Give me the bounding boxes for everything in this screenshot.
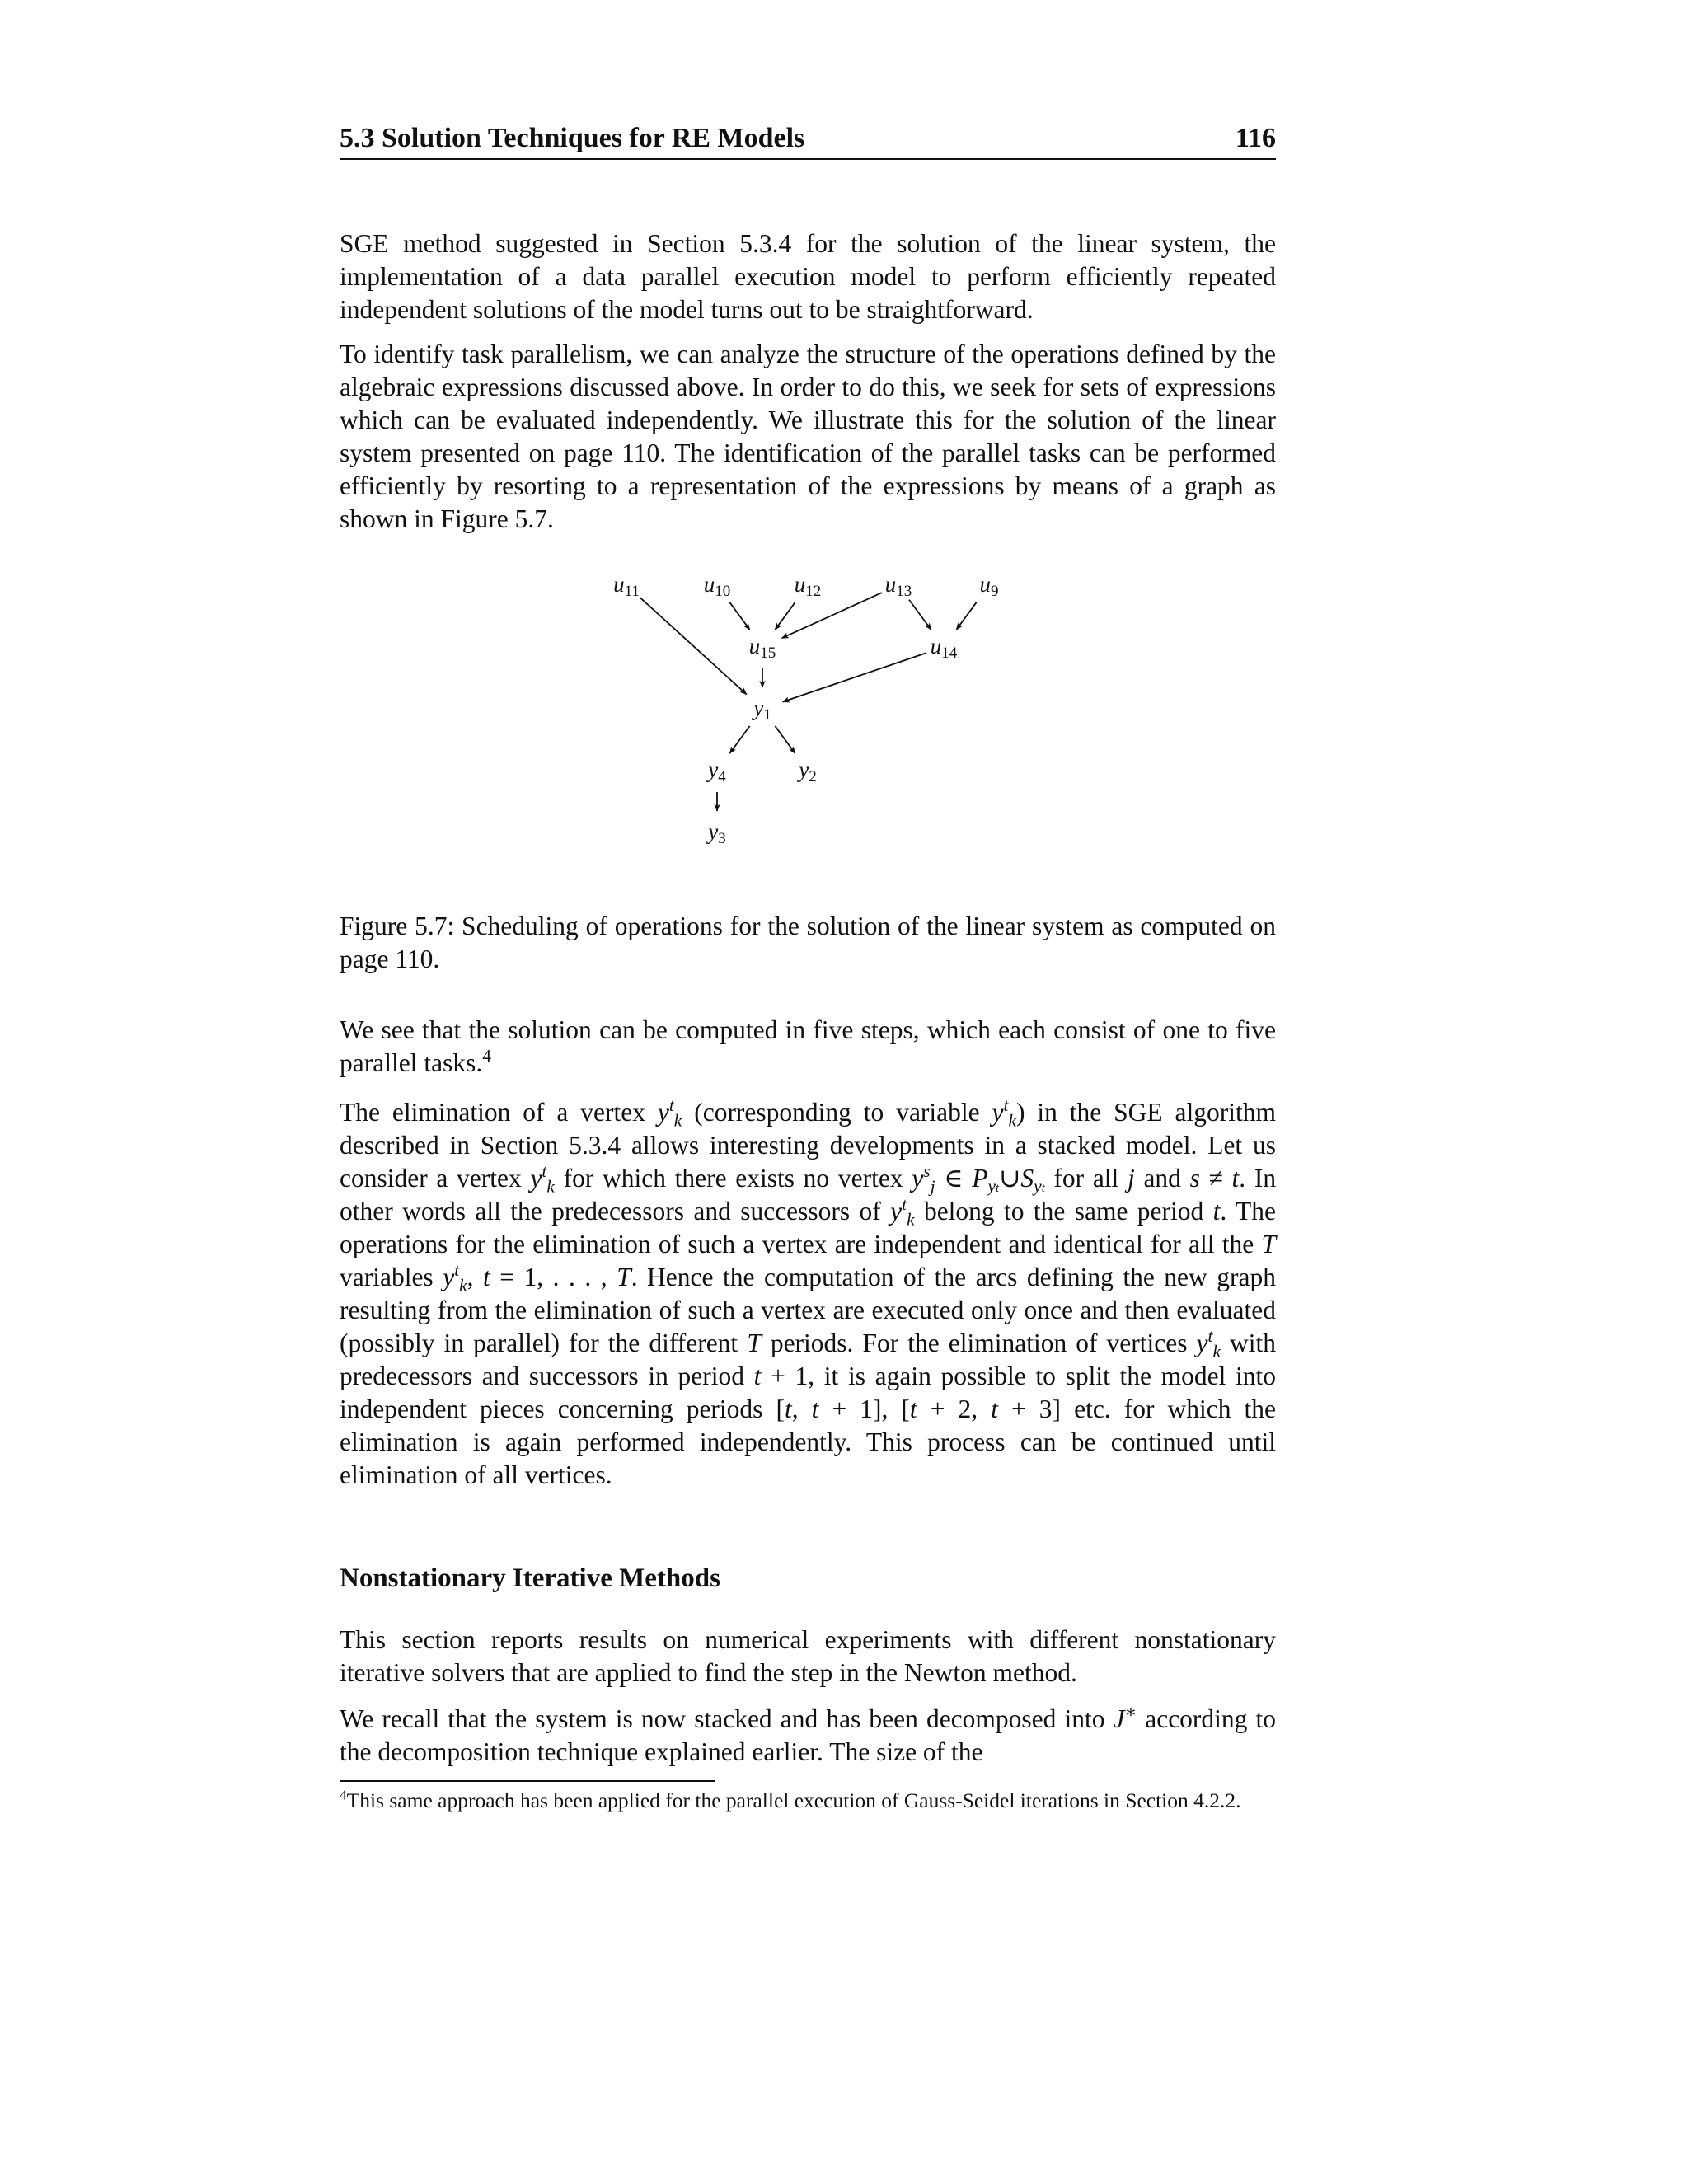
graph-node-u13: u13: [884, 572, 912, 600]
graph-node-u9: u9: [979, 572, 999, 600]
graph-edge-u11-y1: [640, 598, 746, 695]
running-header: [340, 122, 1276, 160]
footnote-divider: [340, 1780, 715, 1782]
graph-node-y4: y4: [708, 757, 726, 785]
paragraph-1: SGE method suggested in Section 5.3.4 for the solution of the linear system, the implementation of a data parallel execution model to perform efficiently repeated independent solutions of the model turns out to be straightforward.: [340, 229, 1276, 324]
graph-edge-u9-u14: [956, 602, 976, 630]
graph-node-u14: u14: [930, 634, 958, 662]
paragraph-5: This section reports results on numerical experiments with different nonstationary iterative solvers that are applied to find the step in the Newton method.: [340, 1625, 1276, 1687]
graph-edge-u14-y1: [783, 653, 927, 702]
graph-edge-u13-u14: [909, 600, 931, 630]
figure-caption: Figure 5.7: Scheduling of operations for the solution of the linear system as computed on page 110.: [340, 912, 1276, 973]
graph-nodes: [613, 572, 998, 847]
graph-node-u12: u12: [794, 572, 822, 600]
section-heading: Nonstationary Iterative Methods: [340, 1563, 720, 1593]
running-header-title: 5.3 Solution Techniques for RE Models: [340, 123, 805, 153]
paragraph-2: To identify task parallelism, we can analyze the structure of the operations defined by the algebraic expressions discussed above. In order to do this, we seek for sets of expressions which can be evaluated independently. We illustrate this for the solution of the linear system presented on page 110. The identification of the parallel tasks can be performed efficiently by resorting to a representation of the expressions by means of a graph as shown in Figure 5.7.: [340, 340, 1276, 533]
graph-node-y2: y2: [799, 757, 817, 785]
graph-node-u11: u11: [613, 572, 640, 600]
page-number: 116: [1235, 123, 1276, 153]
graph-node-u10: u10: [703, 572, 731, 600]
graph-node-y1: y1: [753, 696, 771, 724]
footnote-mark: 4: [340, 1787, 347, 1803]
graph-node-u15: u15: [748, 634, 776, 662]
paragraph-6: We recall that the system is now stacked and has been decomposed into J∗ according to the decomposition technique explained earlier. The size of the: [340, 1702, 1277, 1766]
graph-edge-y1-y4: [729, 726, 749, 753]
paragraph-3-text: We see that the solution can be computed in five steps, which each consist of one to five parallel tasks.: [340, 1015, 1276, 1077]
graph-edge-y1-y2: [775, 726, 795, 753]
graph-edge-u12-u15: [775, 602, 795, 630]
footnote: [340, 1787, 1276, 1815]
graph-edge-u10-u15: [729, 602, 749, 630]
paragraph-3: [340, 1014, 1276, 1080]
footnote-reference: 4: [482, 1046, 491, 1066]
paragraph-4-elimination: The elimination of a vertex $y^t_k$ (corresponding to variable $y^t_k$) in the SGE algorithm described in Section 5.3.4 allows interesting developments in a stacked model. Let us consider a vertex $y^t_k$ for which there exists no vertex $y^s_j$ ∈ $P_{yt}\cup S_{yt}$ for all j and s ≠ t. In other words all the predecessors and successors of $y^t_k$ belong to the same period t. The operations for the elimination of such a vertex are independent and identical for all the T variables $y^t_k$, t = 1, . . . , T. Hence the computation of the arcs defining the new graph resulting from the elimination of such a vertex are executed only once and then evaluated (possibly in parallel) for the different T periods. For the elimination of vertices $y^t_k$ with predecessors and successors in period t + 1, it is again possible to split the model into independent pieces concerning periods [t, t + 1], [t + 2, t + 3] etc. for which the elimination is again performed independently. This process can be continued until elimination of all vertices.: [340, 1095, 1277, 1489]
graph-edge-u13-u15: [782, 593, 882, 638]
dependency-graph-figure: [577, 569, 1039, 849]
footnote-text: This same approach has been applied for the parallel execution of Gauss-Seidel iterations in Section 4.2.2.: [346, 1788, 1241, 1812]
graph-node-y3: y3: [708, 819, 726, 847]
